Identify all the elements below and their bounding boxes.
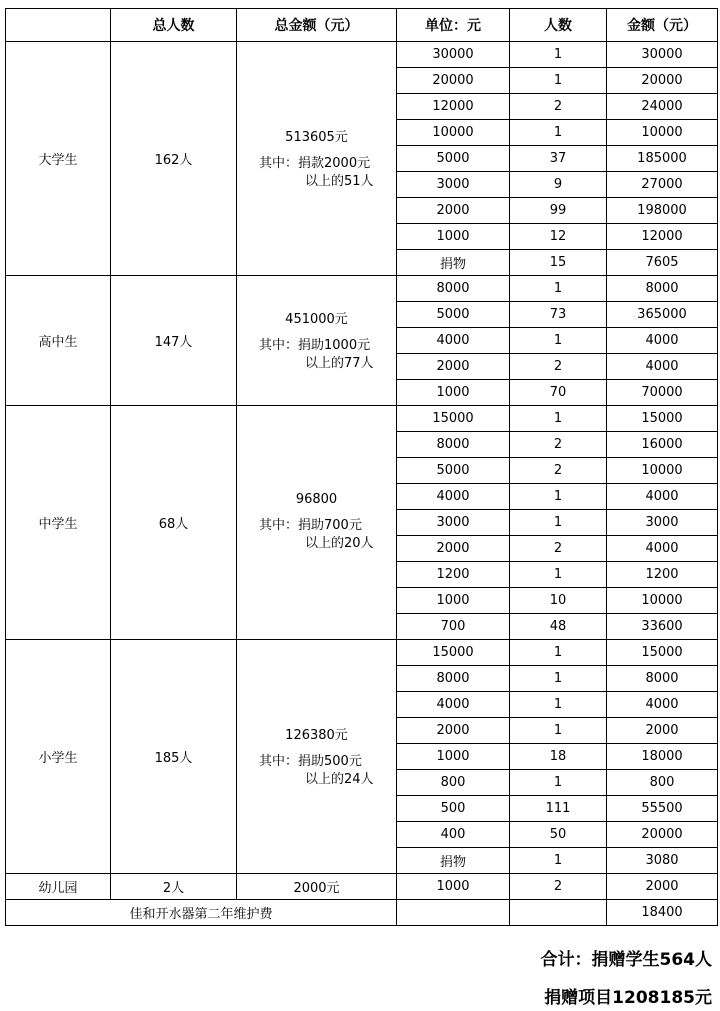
sum-cell: 4000 bbox=[607, 536, 718, 562]
group-name: 高中生 bbox=[6, 276, 111, 406]
group-count: 2人 bbox=[111, 874, 237, 900]
people-cell: 1 bbox=[510, 848, 607, 874]
group-amount-cell bbox=[237, 276, 397, 406]
sum-cell: 10000 bbox=[607, 120, 718, 146]
unit-cell: 5000 bbox=[397, 146, 510, 172]
group-note-line1: 其中：捐助500元 bbox=[259, 754, 362, 769]
people-cell: 99 bbox=[510, 198, 607, 224]
header-total-people: 总人数 bbox=[111, 9, 237, 42]
sum-cell: 27000 bbox=[607, 172, 718, 198]
header-blank bbox=[6, 9, 111, 42]
people-cell: 1 bbox=[510, 68, 607, 94]
people-cell: 1 bbox=[510, 406, 607, 432]
group-note bbox=[237, 337, 396, 373]
people-cell: 2 bbox=[510, 432, 607, 458]
header-total-amount: 总金额（元） bbox=[237, 9, 397, 42]
sum-cell: 18000 bbox=[607, 744, 718, 770]
unit-cell: 1200 bbox=[397, 562, 510, 588]
unit-cell: 1000 bbox=[397, 588, 510, 614]
sum-cell: 30000 bbox=[607, 42, 718, 68]
sum-cell: 10000 bbox=[607, 458, 718, 484]
group-note-line1: 其中：捐助1000元 bbox=[259, 338, 371, 353]
unit-cell: 500 bbox=[397, 796, 510, 822]
sum-cell: 55500 bbox=[607, 796, 718, 822]
maintenance-label: 佳和开水器第二年维护费 bbox=[6, 900, 397, 926]
people-cell: 1 bbox=[510, 120, 607, 146]
group-note-line2: 以上的77人 bbox=[305, 356, 374, 371]
people-cell: 111 bbox=[510, 796, 607, 822]
people-cell: 1 bbox=[510, 276, 607, 302]
unit-cell: 1000 bbox=[397, 874, 510, 900]
people-cell: 2 bbox=[510, 458, 607, 484]
sum-cell: 198000 bbox=[607, 198, 718, 224]
group-note bbox=[237, 753, 396, 789]
sum-cell: 185000 bbox=[607, 146, 718, 172]
people-cell: 12 bbox=[510, 224, 607, 250]
people-cell: 9 bbox=[510, 172, 607, 198]
unit-cell: 3000 bbox=[397, 510, 510, 536]
header-unit: 单位：元 bbox=[397, 9, 510, 42]
sum-cell: 365000 bbox=[607, 302, 718, 328]
unit-cell: 10000 bbox=[397, 120, 510, 146]
sum-cell: 8000 bbox=[607, 276, 718, 302]
people-cell: 2 bbox=[510, 94, 607, 120]
people-cell: 1 bbox=[510, 666, 607, 692]
unit-cell: 30000 bbox=[397, 42, 510, 68]
group-note-line1: 其中：捐款2000元 bbox=[259, 156, 371, 171]
unit-cell: 800 bbox=[397, 770, 510, 796]
unit-cell: 20000 bbox=[397, 68, 510, 94]
group-note bbox=[237, 517, 396, 553]
sum-cell: 4000 bbox=[607, 354, 718, 380]
people-cell: 1 bbox=[510, 640, 607, 666]
group-note bbox=[237, 155, 396, 191]
group-name: 幼儿园 bbox=[6, 874, 111, 900]
table-row bbox=[6, 276, 718, 302]
group-name: 小学生 bbox=[6, 640, 111, 874]
group-count: 147人 bbox=[111, 276, 237, 406]
sum-cell: 70000 bbox=[607, 380, 718, 406]
total-project: 捐赠项目1208185元 bbox=[544, 988, 712, 1008]
empty-cell bbox=[397, 900, 510, 926]
sum-cell: 33600 bbox=[607, 614, 718, 640]
sum-cell: 15000 bbox=[607, 640, 718, 666]
people-cell: 18 bbox=[510, 744, 607, 770]
group-count: 162人 bbox=[111, 42, 237, 276]
sum-cell: 18400 bbox=[607, 900, 718, 926]
unit-cell: 8000 bbox=[397, 666, 510, 692]
group-amount: 126380元 bbox=[285, 728, 348, 743]
people-cell: 1 bbox=[510, 510, 607, 536]
people-cell: 1 bbox=[510, 328, 607, 354]
sum-cell: 15000 bbox=[607, 406, 718, 432]
table-row bbox=[6, 42, 718, 68]
group-amount-cell bbox=[237, 406, 397, 640]
group-name: 大学生 bbox=[6, 42, 111, 276]
unit-cell: 700 bbox=[397, 614, 510, 640]
sum-cell: 20000 bbox=[607, 68, 718, 94]
sum-cell: 4000 bbox=[607, 484, 718, 510]
maintenance-row bbox=[6, 900, 718, 926]
unit-cell: 1000 bbox=[397, 744, 510, 770]
people-cell: 15 bbox=[510, 250, 607, 276]
table-row bbox=[6, 640, 718, 666]
sum-cell: 4000 bbox=[607, 692, 718, 718]
unit-cell: 3000 bbox=[397, 172, 510, 198]
people-cell: 48 bbox=[510, 614, 607, 640]
people-cell: 2 bbox=[510, 354, 607, 380]
people-cell: 1 bbox=[510, 718, 607, 744]
unit-cell: 15000 bbox=[397, 640, 510, 666]
unit-cell: 400 bbox=[397, 822, 510, 848]
unit-cell: 捐物 bbox=[397, 250, 510, 276]
unit-cell: 8000 bbox=[397, 276, 510, 302]
sum-cell: 3000 bbox=[607, 510, 718, 536]
unit-cell: 2000 bbox=[397, 354, 510, 380]
unit-cell: 8000 bbox=[397, 432, 510, 458]
group-note-line2: 以上的20人 bbox=[305, 536, 374, 551]
group-amount: 451000元 bbox=[285, 312, 348, 327]
people-cell: 2 bbox=[510, 536, 607, 562]
sum-cell: 1200 bbox=[607, 562, 718, 588]
sum-cell: 2000 bbox=[607, 718, 718, 744]
group-note-line1: 其中：捐助700元 bbox=[259, 518, 362, 533]
unit-cell: 5000 bbox=[397, 458, 510, 484]
sum-cell: 12000 bbox=[607, 224, 718, 250]
people-cell: 1 bbox=[510, 484, 607, 510]
unit-cell: 15000 bbox=[397, 406, 510, 432]
sum-cell: 4000 bbox=[607, 328, 718, 354]
group-amount: 2000元 bbox=[237, 874, 397, 900]
header-amount: 金额（元） bbox=[607, 9, 718, 42]
group-amount-cell bbox=[237, 42, 397, 276]
sum-cell: 16000 bbox=[607, 432, 718, 458]
table-body bbox=[6, 42, 718, 926]
unit-cell: 5000 bbox=[397, 302, 510, 328]
people-cell: 73 bbox=[510, 302, 607, 328]
group-count: 68人 bbox=[111, 406, 237, 640]
group-amount-cell bbox=[237, 640, 397, 874]
group-amount: 513605元 bbox=[285, 130, 348, 145]
table-row bbox=[6, 406, 718, 432]
people-cell: 2 bbox=[510, 874, 607, 900]
unit-cell: 1000 bbox=[397, 380, 510, 406]
unit-cell: 2000 bbox=[397, 536, 510, 562]
unit-cell: 4000 bbox=[397, 484, 510, 510]
header-people: 人数 bbox=[510, 9, 607, 42]
people-cell: 50 bbox=[510, 822, 607, 848]
group-name: 中学生 bbox=[6, 406, 111, 640]
unit-cell: 12000 bbox=[397, 94, 510, 120]
people-cell: 70 bbox=[510, 380, 607, 406]
people-cell: 10 bbox=[510, 588, 607, 614]
sum-cell: 20000 bbox=[607, 822, 718, 848]
unit-cell: 4000 bbox=[397, 692, 510, 718]
people-cell: 1 bbox=[510, 562, 607, 588]
sum-cell: 7605 bbox=[607, 250, 718, 276]
sum-cell: 10000 bbox=[607, 588, 718, 614]
unit-cell: 捐物 bbox=[397, 848, 510, 874]
people-cell: 1 bbox=[510, 42, 607, 68]
people-cell: 37 bbox=[510, 146, 607, 172]
total-students: 合计：捐赠学生564人 bbox=[540, 950, 712, 970]
sum-cell: 8000 bbox=[607, 666, 718, 692]
sum-cell: 800 bbox=[607, 770, 718, 796]
group-note-line2: 以上的51人 bbox=[305, 174, 374, 189]
donation-table bbox=[5, 8, 718, 926]
sum-cell: 2000 bbox=[607, 874, 718, 900]
kindergarten-row bbox=[6, 874, 718, 900]
header-row bbox=[6, 9, 718, 42]
group-count: 185人 bbox=[111, 640, 237, 874]
unit-cell: 2000 bbox=[397, 718, 510, 744]
sum-cell: 24000 bbox=[607, 94, 718, 120]
empty-cell bbox=[510, 900, 607, 926]
sum-cell: 3080 bbox=[607, 848, 718, 874]
unit-cell: 2000 bbox=[397, 198, 510, 224]
unit-cell: 4000 bbox=[397, 328, 510, 354]
group-note-line2: 以上的24人 bbox=[305, 772, 374, 787]
group-amount: 96800 bbox=[295, 492, 338, 507]
people-cell: 1 bbox=[510, 770, 607, 796]
people-cell: 1 bbox=[510, 692, 607, 718]
unit-cell: 1000 bbox=[397, 224, 510, 250]
